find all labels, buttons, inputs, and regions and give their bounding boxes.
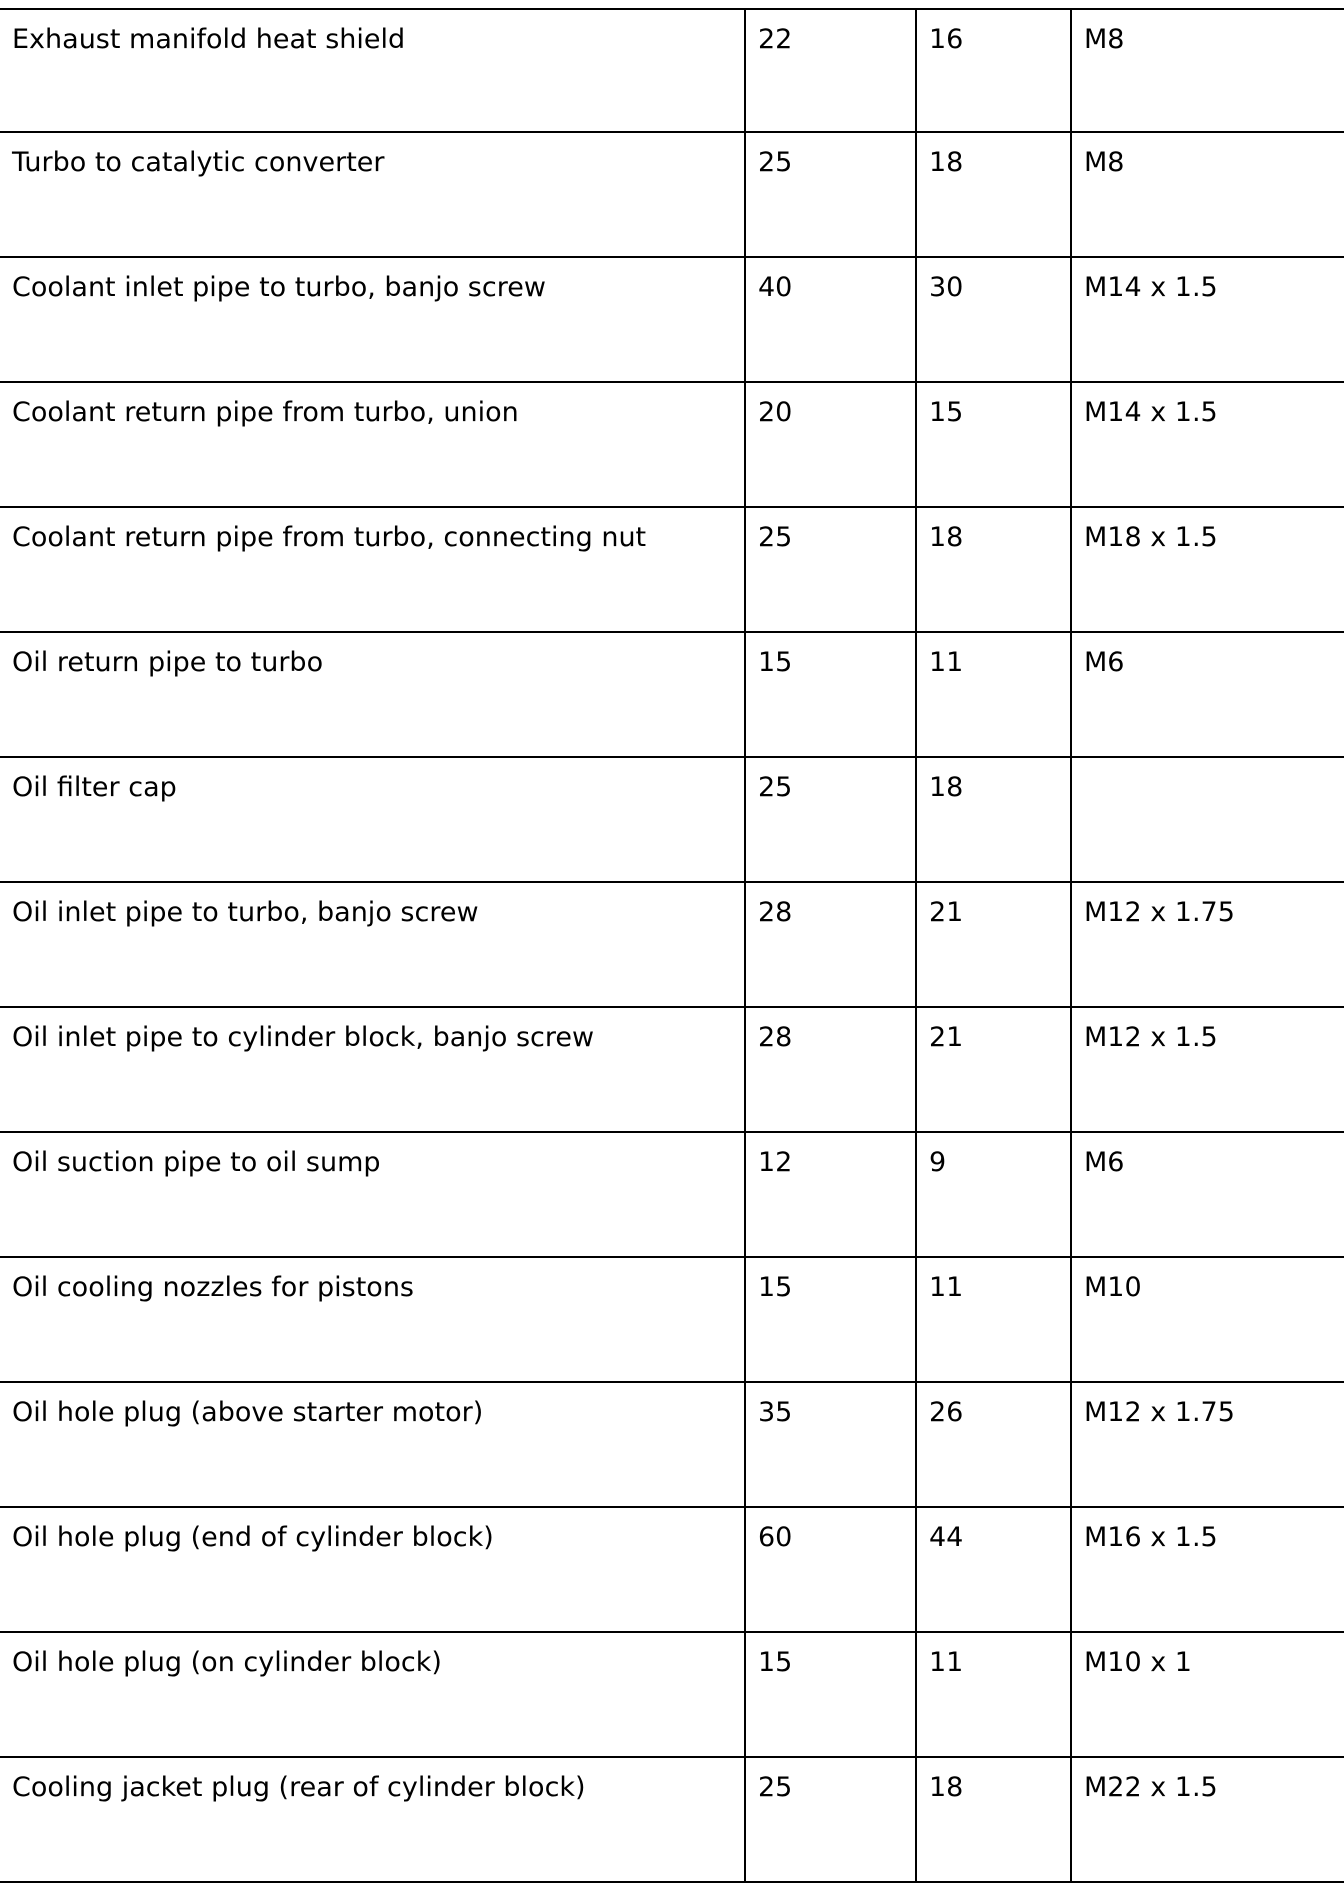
torque-lbf-ft-cell: 9 <box>915 1133 1070 1258</box>
torque-lbf-ft-cell: 26 <box>915 1383 1070 1508</box>
thread-size-cell <box>1070 758 1344 883</box>
torque-nm-cell: 40 <box>744 258 915 383</box>
component-cell: Oil hole plug (end of cylinder block) <box>12 1522 494 1553</box>
table-row <box>0 1133 1344 1258</box>
torque-nm-cell: 25 <box>744 133 915 258</box>
table-row <box>0 758 1344 883</box>
thread-size-cell: M12 x 1.75 <box>1070 1383 1344 1508</box>
torque-lbf-ft-cell: 16 <box>915 10 1070 133</box>
table-row <box>0 258 1344 383</box>
component-cell: Oil inlet pipe to cylinder block, banjo screw <box>12 1022 595 1053</box>
torque-lbf-ft-cell: 21 <box>915 1008 1070 1133</box>
thread-size-cell: M6 <box>1070 633 1344 758</box>
torque-lbf-ft-cell: 21 <box>915 883 1070 1008</box>
thread-size-cell: M10 x 1 <box>1070 1633 1344 1758</box>
component-cell: Oil inlet pipe to turbo, banjo screw <box>12 897 479 928</box>
component-cell: Coolant return pipe from turbo, union <box>12 397 519 428</box>
torque-lbf-ft-cell: 44 <box>915 1508 1070 1633</box>
thread-size-cell: M18 x 1.5 <box>1070 508 1344 633</box>
thread-size-cell: M10 <box>1070 1258 1344 1383</box>
table-row <box>0 133 1344 258</box>
torque-nm-cell: 25 <box>744 758 915 883</box>
component-cell: Oil return pipe to turbo <box>12 647 324 678</box>
component-cell: Oil filter cap <box>12 772 177 803</box>
thread-size-cell: M6 <box>1070 1133 1344 1258</box>
component-cell: Coolant return pipe from turbo, connecting nut <box>12 522 647 553</box>
torque-nm-cell: 12 <box>744 1133 915 1258</box>
torque-lbf-ft-cell: 15 <box>915 383 1070 508</box>
table-row <box>0 1633 1344 1758</box>
thread-size-cell: M8 <box>1070 133 1344 258</box>
table-row <box>0 1508 1344 1633</box>
component-cell: Oil cooling nozzles for pistons <box>12 1272 414 1303</box>
torque-nm-cell: 25 <box>744 1758 915 1883</box>
torque-nm-cell: 60 <box>744 1508 915 1633</box>
component-cell: Turbo to catalytic converter <box>12 147 385 178</box>
thread-size-cell: M14 x 1.5 <box>1070 383 1344 508</box>
component-cell: Oil hole plug (above starter motor) <box>12 1397 484 1428</box>
torque-nm-cell: 28 <box>744 1008 915 1133</box>
table-row <box>0 1008 1344 1133</box>
table-row <box>0 883 1344 1008</box>
table-row <box>0 8 1344 133</box>
torque-nm-cell: 28 <box>744 883 915 1008</box>
table-row <box>0 508 1344 633</box>
component-cell: Exhaust manifold heat shield <box>12 24 406 55</box>
torque-nm-cell: 35 <box>744 1383 915 1508</box>
thread-size-cell: M8 <box>1070 10 1344 133</box>
torque-nm-cell: 15 <box>744 1633 915 1758</box>
component-cell: Oil hole plug (on cylinder block) <box>12 1647 442 1678</box>
torque-lbf-ft-cell: 18 <box>915 758 1070 883</box>
torque-lbf-ft-cell: 11 <box>915 633 1070 758</box>
torque-lbf-ft-cell: 30 <box>915 258 1070 383</box>
torque-spec-table <box>0 8 1344 1883</box>
torque-lbf-ft-cell: 18 <box>915 133 1070 258</box>
thread-size-cell: M14 x 1.5 <box>1070 258 1344 383</box>
torque-lbf-ft-cell: 11 <box>915 1258 1070 1383</box>
torque-nm-cell: 15 <box>744 633 915 758</box>
torque-nm-cell: 20 <box>744 383 915 508</box>
component-cell: Oil suction pipe to oil sump <box>12 1147 381 1178</box>
torque-lbf-ft-cell: 18 <box>915 508 1070 633</box>
thread-size-cell: M12 x 1.75 <box>1070 883 1344 1008</box>
table-row <box>0 1258 1344 1383</box>
thread-size-cell: M16 x 1.5 <box>1070 1508 1344 1633</box>
component-cell: Cooling jacket plug (rear of cylinder block) <box>12 1772 586 1803</box>
component-cell: Coolant inlet pipe to turbo, banjo screw <box>12 272 546 303</box>
table-row <box>0 633 1344 758</box>
torque-nm-cell: 15 <box>744 1258 915 1383</box>
torque-nm-cell: 25 <box>744 508 915 633</box>
thread-size-cell: M12 x 1.5 <box>1070 1008 1344 1133</box>
table-row <box>0 383 1344 508</box>
torque-nm-cell: 22 <box>744 10 915 133</box>
torque-lbf-ft-cell: 11 <box>915 1633 1070 1758</box>
torque-lbf-ft-cell: 18 <box>915 1758 1070 1883</box>
table-row <box>0 1383 1344 1508</box>
thread-size-cell: M22 x 1.5 <box>1070 1758 1344 1883</box>
table-row <box>0 1758 1344 1883</box>
